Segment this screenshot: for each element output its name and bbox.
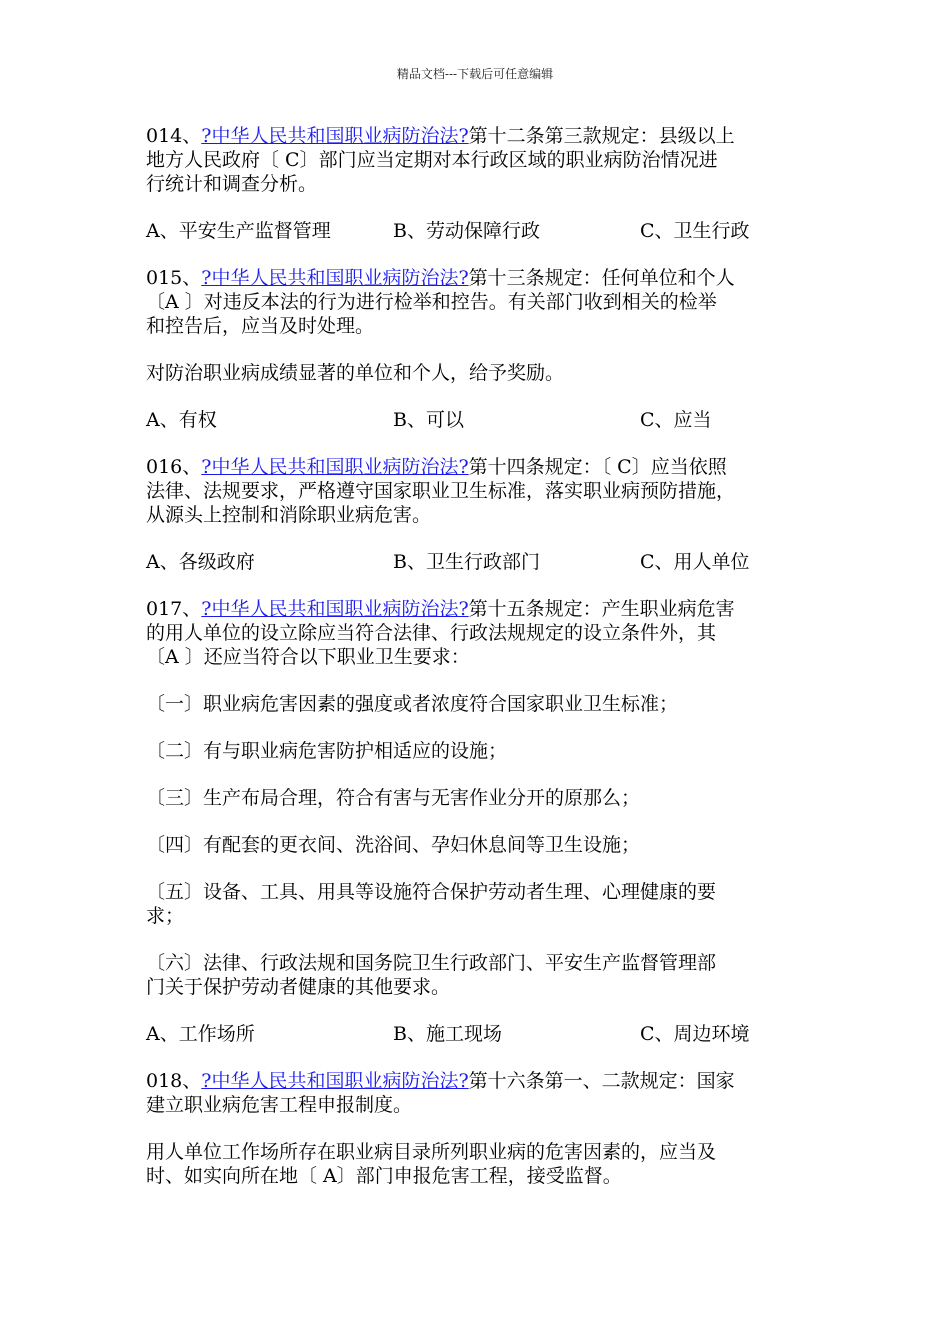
question-text: 第十二条第三款规定：县级以上 <box>468 125 735 147</box>
requirement-6-line-1: 〔六〕法律、行政法规和国务院卫生行政部门、平安生产监督管理部 <box>146 952 717 974</box>
question-017-options <box>146 1022 806 1046</box>
law-link[interactable]: ?中华人民共和国职业病防治法? <box>201 125 469 147</box>
question-014-line-1 <box>146 124 806 148</box>
question-018-p2-line-2: 时、如实向所在地〔 A〕部门申报危害工程，接受监督。 <box>146 1165 622 1187</box>
question-number: 016、 <box>146 456 202 478</box>
question-015 <box>146 266 806 338</box>
option-c: C、卫生行政 <box>640 220 750 242</box>
question-018-line-2: 建立职业病危害工程申报制度。 <box>146 1094 413 1116</box>
option-b: B、卫生行政部门 <box>393 551 540 573</box>
question-017-line-2: 的用人单位的设立除应当符合法律、行政法规规定的设立条件外，其 <box>146 622 717 644</box>
option-b: B、劳动保障行政 <box>393 220 540 242</box>
requirement-6-line-2: 门关于保护劳动者健康的其他要求。 <box>146 976 451 998</box>
question-text: 第十三条规定：任何单位和个人 <box>468 267 735 289</box>
law-link[interactable]: ?中华人民共和国职业病防治法? <box>201 598 469 620</box>
question-017-line-1 <box>146 597 806 621</box>
question-number: 014、 <box>146 125 202 147</box>
requirement-1 <box>146 692 806 716</box>
question-016-line-1 <box>146 455 806 479</box>
requirement-2-text: 〔二〕有与职业病危害防护相适应的设施； <box>146 740 508 762</box>
question-015-extra <box>146 361 806 385</box>
document-body <box>146 124 806 1211</box>
question-018-paragraph-2 <box>146 1140 806 1188</box>
law-link[interactable]: ?中华人民共和国职业病防治法? <box>201 1070 469 1092</box>
law-link[interactable]: ?中华人民共和国职业病防治法? <box>201 456 469 478</box>
question-018-line-1 <box>146 1069 806 1093</box>
question-015-line-2: 〔A 〕对违反本法的行为进行检举和控告。有关部门收到相关的检举 <box>146 291 717 313</box>
option-a: A、各级政府 <box>146 551 255 573</box>
question-017 <box>146 597 806 669</box>
question-014-line-3: 行统计和调查分析。 <box>146 173 318 195</box>
question-016-line-2: 法律、法规要求，严格遵守国家职业卫生标准，落实职业病预防措施， <box>146 480 736 502</box>
requirement-2 <box>146 739 806 763</box>
option-a: A、有权 <box>146 409 217 431</box>
requirement-5 <box>146 880 806 928</box>
requirement-4 <box>146 833 806 857</box>
requirement-6 <box>146 951 806 999</box>
question-016-options <box>146 550 806 574</box>
question-017-line-3: 〔A 〕还应当符合以下职业卫生要求： <box>146 646 470 668</box>
option-c: C、周边环境 <box>640 1023 750 1045</box>
question-015-extra-text: 对防治职业病成绩显著的单位和个人，给予奖励。 <box>146 362 565 384</box>
question-014-options <box>146 219 806 243</box>
law-link[interactable]: ?中华人民共和国职业病防治法? <box>201 267 469 289</box>
question-015-line-1 <box>146 266 806 290</box>
option-b: B、施工现场 <box>393 1023 502 1045</box>
question-018 <box>146 1069 806 1117</box>
page-header: 精品文档---下载后可任意编辑 <box>396 67 554 81</box>
requirement-1-text: 〔一〕职业病危害因素的强度或者浓度符合国家职业卫生标准； <box>146 693 679 715</box>
question-number: 018、 <box>146 1070 202 1092</box>
option-a: A、工作场所 <box>146 1023 255 1045</box>
question-number: 015、 <box>146 267 202 289</box>
question-text: 第十五条规定：产生职业病危害 <box>468 598 735 620</box>
question-number: 017、 <box>146 598 202 620</box>
question-016-line-3: 从源头上控制和消除职业病危害。 <box>146 504 432 526</box>
requirement-3-text: 〔三〕生产布局合理，符合有害与无害作业分开的原那么； <box>146 787 641 809</box>
question-014-line-2: 地方人民政府〔 C〕部门应当定期对本行政区域的职业病防治情况进 <box>146 149 718 171</box>
requirement-3 <box>146 786 806 810</box>
question-014 <box>146 124 806 196</box>
requirement-5-line-1: 〔五〕设备、工具、用具等设施符合保护劳动者生理、心理健康的要 <box>146 881 717 903</box>
requirement-4-text: 〔四〕有配套的更衣间、洗浴间、孕妇休息间等卫生设施； <box>146 834 641 856</box>
option-b: B、可以 <box>393 409 464 431</box>
question-text: 第十六条第一、二款规定：国家 <box>468 1070 735 1092</box>
question-text: 第十四条规定：〔 C〕应当依照 <box>468 456 727 478</box>
requirement-5-line-2: 求； <box>146 905 185 927</box>
question-015-line-3: 和控告后，应当及时处理。 <box>146 315 375 337</box>
option-c: C、应当 <box>640 409 712 431</box>
question-018-p2-line-1: 用人单位工作场所存在职业病目录所列职业病的危害因素的，应当及 <box>146 1141 717 1163</box>
question-016 <box>146 455 806 527</box>
option-a: A、平安生产监督管理 <box>146 220 331 242</box>
question-015-options <box>146 408 806 432</box>
option-c: C、用人单位 <box>640 551 750 573</box>
